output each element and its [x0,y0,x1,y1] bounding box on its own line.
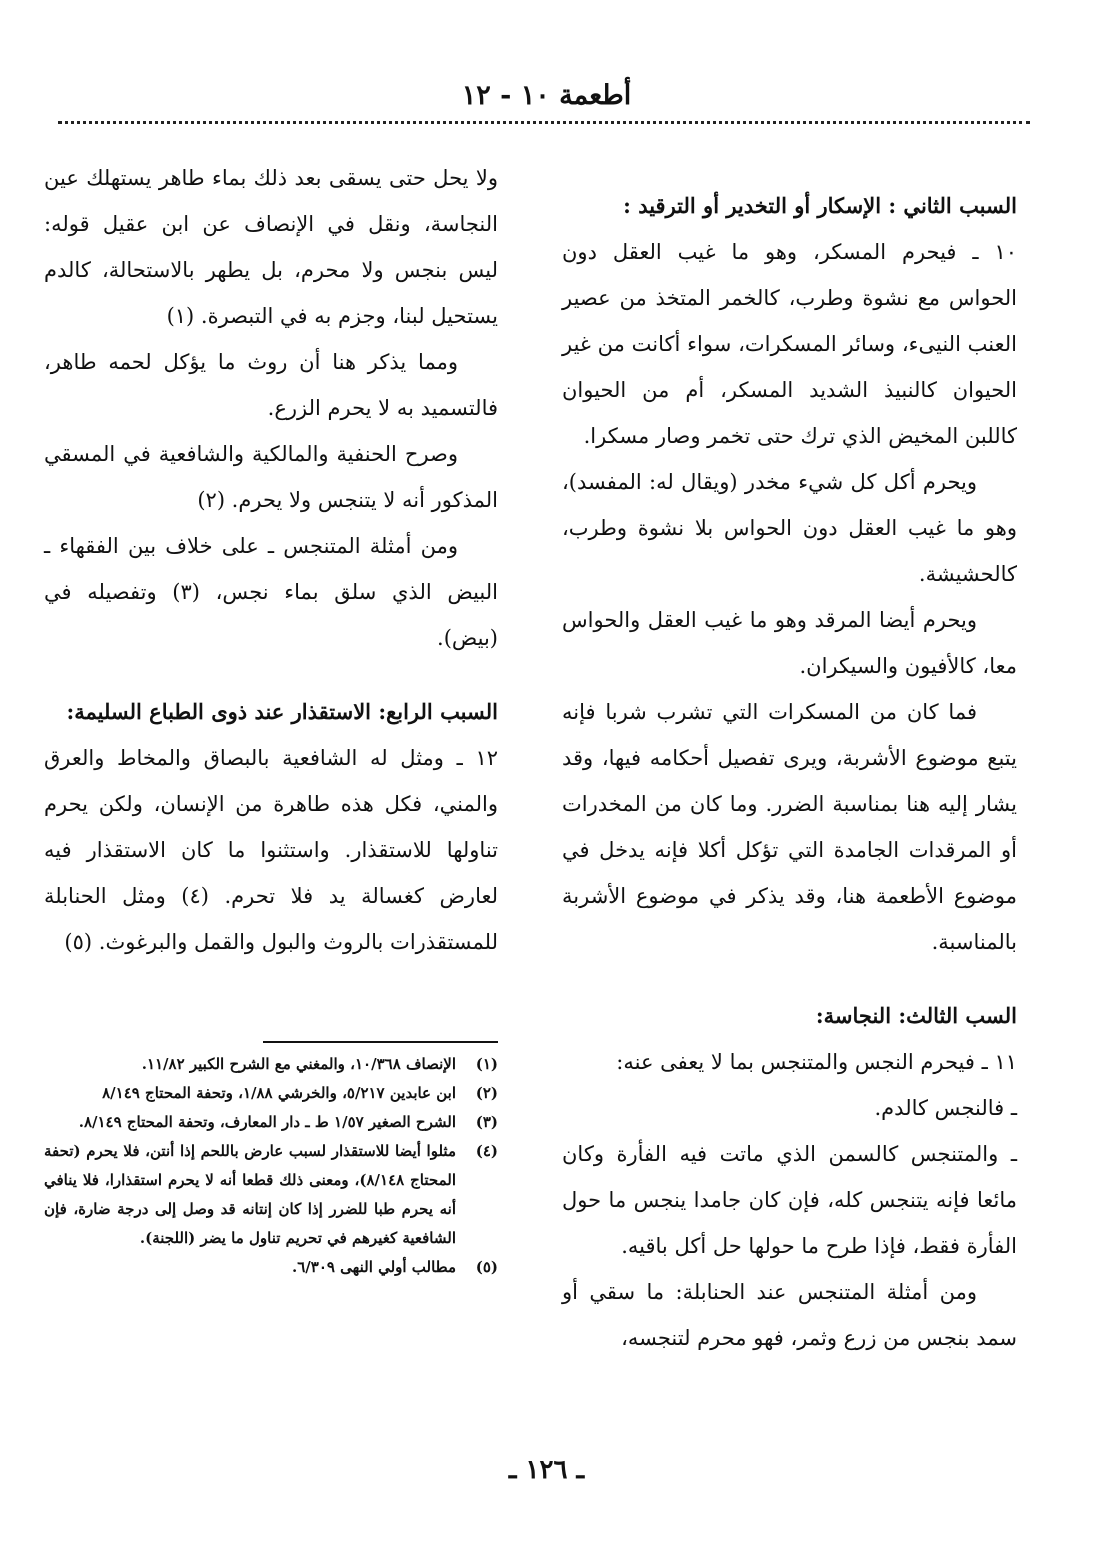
spacer [44,661,498,689]
paragraph: ١٢ ـ ومثل له الشافعية بالبصاق والمخاط والعرق والمني، فكل هذه طاهرة من الإنسان، ولكن يحرم تناولها للاستقذار. واستثنوا ما كان الاستقذار فيه لعارض كغسالة يد فلا تحرم. (٤) ومثل الحنابلة للمستقذرات بالروث والبول والقمل والبرغوث. (٥) [44,746,498,954]
footnote-text: الشرح الصغير ١/٥٧ ط ـ دار المعارف، وتحفة المحتاج ٨/١٤٩. [78,1113,456,1131]
footnote-text: الإنصاف ١٠/٣٦٨، والمغني مع الشرح الكبير ١١/٨٢. [141,1055,456,1073]
footnote-text: مثلوا أيضا للاستقذار لسبب عارض باللحم إذا أنتن، فلا يحرم (تحفة المحتاج ٨/١٤٨)، ومعنى ذلك قطعا أنه لا يحرم استقذارا، فلا ينافي أنه يحرم طبا للضرر إذا كان إنتانه قد وصل إلى درجة ضارة، فإن الشافعية كغيرهم في تحريم تناول ما يضر (اللجنة). [44,1142,456,1247]
paragraph: ومما يذكر هنا أن روث ما يؤكل لحمه طاهر، فالتسميد به لا يحرم الزرع. [44,350,498,420]
spacer [562,965,1017,993]
footnote-number: (٣) [475,1113,498,1131]
footnote [44,1108,498,1137]
paragraph: ١٠ ـ فيحرم المسكر، وهو ما غيب العقل دون الحواس مع نشوة وطرب، كالخمر المتخذ من عصير العنب النيىء، وسائر المسكرات، سواء أكانت من غير الحيوان كالنبيذ الشديد المسكر، أم من الحيوان كاللبن المخيض الذي ترك حتى تخمر وصار مسكرا. [562,240,1017,448]
footnote-number: (٥) [475,1258,498,1276]
footnotes [44,1050,498,1282]
footnote-text: ابن عابدين ٥/٢١٧، والخرشي ١/٨٨، وتحفة المحتاج ٨/١٤٩ [102,1084,456,1102]
paragraph: ـ والمتنجس كالسمن الذي ماتت فيه الفأرة وكان مائعا فإنه يتنجس كله، فإن كان جامدا ينجس ما حول الفأرة فقط، فإذا طرح ما حولها حل أكل باقيه. [562,1142,1017,1258]
footnote [44,1253,498,1282]
section-heading-impurity: السب الثالث: النجاسة: [815,1003,1017,1028]
footnote-number: (٢) [475,1084,498,1102]
paragraph: ـ فالنجس كالدم. [874,1096,1017,1120]
paragraph: ولا يحل حتى يسقى بعد ذلك بماء طاهر يستهلك عين النجاسة، ونقل في الإنصاف عن ابن عقيل قوله: ليس بنجس ولا محرم، بل يطهر بالاستحالة، كالدم يستحيل لبنا، وجزم به في التبصرة. (١) [44,166,498,328]
section-heading-intoxication: السبب الثاني : الإسكار أو التخدير أو الترقيد : [623,193,1017,218]
right-column [562,183,1017,1361]
header-dotted-rule [58,121,1030,124]
footnote-number: (١) [475,1055,498,1073]
page-title: أطعمة ١٠ - ١٢ [461,80,632,111]
footnote [44,1050,498,1079]
footnote [44,1079,498,1108]
section-heading-disgust: السبب الرابع: الاستقذار عند ذوى الطباع السليمة: [66,699,498,724]
paragraph: ١١ ـ فيحرم النجس والمتنجس بما لا يعفى عنه: [616,1050,1017,1074]
paragraph: ومن أمثلة المتنجس ـ على خلاف بين الفقهاء ـ البيض الذي سلق بماء نجس، (٣) وتفصيله في (بيض). [44,534,498,650]
footnote [44,1137,498,1253]
footnote-text: مطالب أولي النهى ٦/٣٠٩. [292,1258,456,1276]
page-number: ـ ١٢٦ ـ [508,1455,585,1485]
paragraph: ويحرم أيضا المرقد وهو ما غيب العقل والحواس معا، كالأفيون والسيكران. [562,608,1017,678]
footnote-number: (٤) [475,1142,498,1160]
footnote-rule [263,1041,498,1043]
paragraph: ومن أمثلة المتنجس عند الحنابلة: ما سقي أو سمد بنجس من زرع وثمر، فهو محرم لتنجسه، [562,1280,1017,1350]
paragraph: وصرح الحنفية والمالكية والشافعية في المسقي المذكور أنه لا يتنجس ولا يحرم. (٢) [44,442,498,512]
left-column [44,155,498,965]
paragraph: ويحرم أكل كل شيء مخدر (ويقال له: المفسد)، وهو ما غيب العقل دون الحواس بلا نشوة وطرب، كالحشيشة. [562,470,1017,586]
paragraph: فما كان من المسكرات التي تشرب شربا فإنه يتبع موضوع الأشربة، ويرى تفصيل أحكامه فيها، وقد يشار إليه هنا بمناسبة الضرر. وما كان من المخدرات أو المرقدات الجامدة التي تؤكل أكلا فإنه يدخل في موضوع الأطعمة هنا، وقد يذكر في موضوع الأشربة بالمناسبة. [562,700,1017,954]
